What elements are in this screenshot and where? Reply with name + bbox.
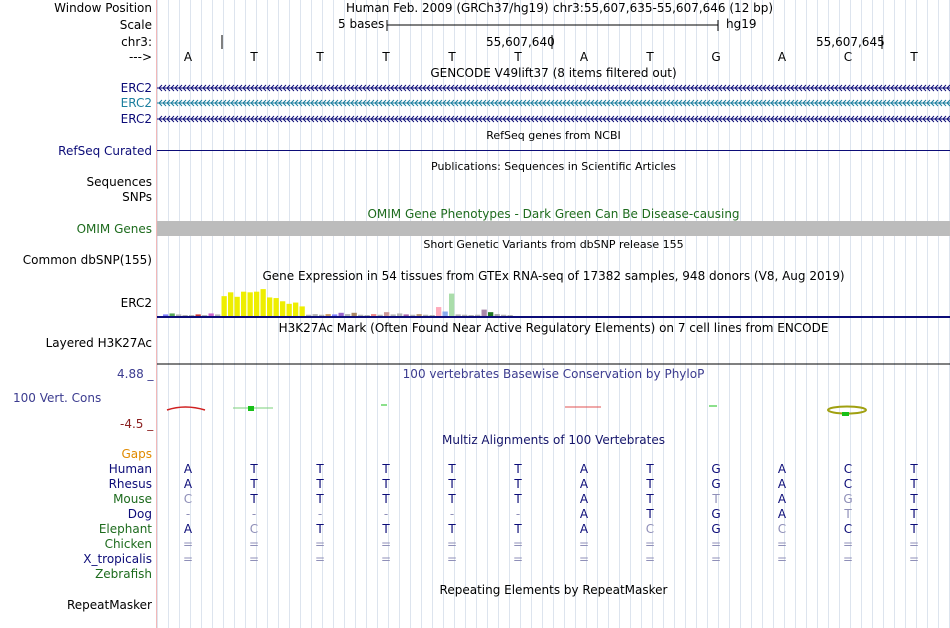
multiz-base: C <box>645 522 655 536</box>
gtex-tissue-bar <box>215 314 220 316</box>
gtex-tissue-bar <box>358 315 363 316</box>
multiz-track-title: Multiz Alignments of 100 Vertebrates <box>441 433 666 447</box>
gtex-tissue-bar <box>469 315 474 316</box>
multiz-base: C <box>777 522 787 536</box>
multiz-base: = <box>182 552 194 566</box>
gtex-tissue-bar <box>267 297 272 316</box>
multiz-base: T <box>382 492 390 506</box>
multiz-base: = <box>644 537 656 551</box>
gencode-gene-label[interactable]: ERC2 <box>120 81 152 95</box>
omim-feature-bar[interactable] <box>157 221 950 236</box>
scale-label: Scale <box>119 18 152 32</box>
multiz-base: = <box>578 537 590 551</box>
multiz-base: T <box>910 507 918 521</box>
multiz-gaps-label: Gaps <box>121 447 152 461</box>
multiz-base: T <box>316 492 324 506</box>
phylop-label[interactable]: 100 Vert. Cons <box>13 391 102 405</box>
gtex-tissue-bar <box>326 314 331 316</box>
gencode-transcript <box>157 116 950 122</box>
multiz-base: T <box>382 477 390 491</box>
multiz-base: C <box>843 477 853 491</box>
multiz-base: A <box>579 477 589 491</box>
multiz-base: A <box>579 492 589 506</box>
gtex-tissue-bar <box>495 314 500 316</box>
multiz-base: T <box>316 477 324 491</box>
phylop-max-label: 4.88 _ <box>117 367 154 381</box>
gtex-tissue-bar <box>443 312 448 316</box>
gencode-transcripts[interactable] <box>157 80 950 126</box>
multiz-base: T <box>514 462 522 476</box>
multiz-base: T <box>382 522 390 536</box>
gtex-tissue-bar <box>475 315 480 316</box>
multiz-base: - <box>185 507 191 521</box>
refseq-label[interactable]: RefSeq Curated <box>58 144 152 158</box>
multiz-base: T <box>250 492 258 506</box>
gtex-tissue-bar <box>209 313 214 316</box>
multiz-base: = <box>710 537 722 551</box>
multiz-base: T <box>910 522 918 536</box>
dbsnp-label[interactable]: Common dbSNP(155) <box>22 253 152 267</box>
refseq-gene-line[interactable] <box>157 144 950 158</box>
multiz-base: = <box>182 537 194 551</box>
multiz-base: T <box>712 492 720 506</box>
dbsnp-track-title: Short Genetic Variants from dbSNP release 155 <box>423 238 684 251</box>
multiz-base: = <box>314 552 326 566</box>
multiz-base: - <box>251 507 257 521</box>
multiz-base: T <box>646 477 654 491</box>
multiz-base: = <box>380 537 392 551</box>
ruler-coordinate: 55,607,645 <box>816 35 885 49</box>
multiz-base: G <box>843 492 853 506</box>
gencode-gene-label[interactable]: ERC2 <box>120 112 152 126</box>
reference-base: C <box>843 50 853 64</box>
gtex-tissue-bar <box>261 289 266 316</box>
gencode-transcript <box>157 100 950 106</box>
gtex-tissue-bar <box>287 304 292 316</box>
gtex-tissue-bar <box>202 315 207 316</box>
gtex-tissue-bar <box>293 303 298 316</box>
gtex-tissue-bar <box>436 307 441 316</box>
reference-base: T <box>448 50 456 64</box>
multiz-base: = <box>842 537 854 551</box>
h3k27ac-label[interactable]: Layered H3K27Ac <box>45 336 152 350</box>
multiz-base: = <box>710 552 722 566</box>
window-position-label: Window Position <box>54 1 152 15</box>
multiz-base: - <box>317 507 323 521</box>
gtex-tissue-bar <box>508 315 513 316</box>
repeatmasker-label[interactable]: RepeatMasker <box>66 598 152 612</box>
gtex-tissue-bar <box>248 292 253 316</box>
multiz-base: G <box>711 507 721 521</box>
assembly-name: Human Feb. 2009 (GRCh37/hg19) <box>346 1 549 15</box>
reference-base: T <box>910 50 918 64</box>
gtex-tissue-bar <box>313 314 318 316</box>
multiz-base: - <box>515 507 521 521</box>
repeatmasker-track-title: Repeating Elements by RepeatMasker <box>439 583 668 597</box>
gtex-tissue-bar <box>176 314 181 316</box>
publications-snps-label[interactable]: SNPs <box>122 190 152 204</box>
reference-base: T <box>514 50 522 64</box>
multiz-base: = <box>380 552 392 566</box>
multiz-base: T <box>316 522 324 536</box>
gtex-tissue-bar <box>306 315 311 316</box>
multiz-base: T <box>646 507 654 521</box>
multiz-base: = <box>908 552 920 566</box>
multiz-base: A <box>777 477 787 491</box>
multiz-species-label[interactable]: Mouse <box>113 492 152 506</box>
gtex-tissue-bar <box>391 314 396 316</box>
publications-track-title: Publications: Sequences in Scientific Articles <box>431 160 676 173</box>
multiz-base: C <box>183 492 193 506</box>
gtex-expression-bars[interactable] <box>157 284 950 318</box>
phylop-min-label: -4.5 _ <box>120 417 154 431</box>
multiz-base: - <box>383 507 389 521</box>
phylop-track-title: 100 vertebrates Basewise Conservation by PhyloP <box>402 367 705 381</box>
gencode-gene-label[interactable]: ERC2 <box>120 96 152 110</box>
multiz-base: = <box>644 552 656 566</box>
gtex-tissue-bar <box>235 297 240 316</box>
gtex-tissue-bar <box>449 294 454 316</box>
phylop-scores[interactable] <box>157 398 950 420</box>
reference-base: A <box>183 50 193 64</box>
multiz-base: A <box>183 522 193 536</box>
reference-base: T <box>382 50 390 64</box>
ruler-coordinate: 55,607,640 <box>486 35 555 49</box>
gtex-tissue-bar <box>482 310 487 316</box>
multiz-base: T <box>250 477 258 491</box>
h3k27ac-track-title: H3K27Ac Mark (Often Found Near Active Regulatory Elements) on 7 cell lines from ENCODE <box>278 321 829 335</box>
gtex-tissue-bar <box>280 301 285 316</box>
multiz-base: G <box>711 522 721 536</box>
chrom-label: chr3: <box>121 35 152 49</box>
refseq-track-title: RefSeq genes from NCBI <box>486 129 621 142</box>
gtex-tissue-bar <box>196 314 201 316</box>
multiz-base: = <box>908 537 920 551</box>
multiz-base: = <box>248 537 260 551</box>
gtex-tissue-bar <box>183 315 188 316</box>
multiz-base: = <box>512 537 524 551</box>
gtex-tissue-bar <box>501 315 506 316</box>
gtex-tissue-bar <box>410 315 415 316</box>
gtex-tissue-bar <box>319 315 324 316</box>
omim-label[interactable]: OMIM Genes <box>76 222 152 236</box>
multiz-base: A <box>183 462 193 476</box>
reference-base: T <box>250 50 258 64</box>
gtex-tissue-bar <box>345 314 350 316</box>
multiz-base: = <box>314 537 326 551</box>
multiz-base: T <box>910 477 918 491</box>
gtex-tissue-bar <box>332 314 337 316</box>
reference-base: A <box>579 50 589 64</box>
multiz-base: A <box>777 462 787 476</box>
gtex-tissue-bar <box>352 313 357 316</box>
strand-label: ---> <box>128 50 152 64</box>
position-readout[interactable]: chr3:55,607,635-55,607,646 (12 bp) <box>553 1 774 15</box>
multiz-species-label[interactable]: Zebrafish <box>95 567 152 581</box>
multiz-base: A <box>579 507 589 521</box>
multiz-base: A <box>579 462 589 476</box>
multiz-base: C <box>843 522 853 536</box>
multiz-species-label[interactable]: Rhesus <box>108 477 152 491</box>
gtex-tissue-bar <box>404 314 409 316</box>
gtex-track-title: Gene Expression in 54 tissues from GTEx RNA-seq of 17382 samples, 948 donors (V8, Aug 2019) <box>262 269 845 283</box>
multiz-base: = <box>446 552 458 566</box>
multiz-species-label[interactable]: X_tropicalis <box>83 552 152 566</box>
multiz-base: T <box>382 462 390 476</box>
gtex-tissue-bar <box>170 313 175 316</box>
reference-base: T <box>316 50 324 64</box>
multiz-base: C <box>843 462 853 476</box>
reference-base: G <box>711 50 721 64</box>
multiz-base: T <box>514 522 522 536</box>
gtex-tissue-bar <box>371 314 376 316</box>
gtex-tissue-bar <box>417 314 422 316</box>
gtex-tissue-bar <box>222 296 227 316</box>
multiz-base: = <box>776 537 788 551</box>
scale-text: 5 bases <box>338 17 385 31</box>
gtex-tissue-bar <box>430 315 435 316</box>
multiz-base: G <box>711 462 721 476</box>
omim-track-title: OMIM Gene Phenotypes - Dark Green Can Be Disease-causing <box>367 207 740 221</box>
multiz-base: T <box>646 492 654 506</box>
multiz-base: = <box>446 537 458 551</box>
gtex-tissue-bar <box>163 314 168 316</box>
multiz-base: T <box>910 492 918 506</box>
gencode-track-title: GENCODE V49lift37 (8 items filtered out) <box>430 66 677 80</box>
multiz-base: T <box>646 462 654 476</box>
multiz-base: A <box>777 492 787 506</box>
multiz-base: T <box>448 522 456 536</box>
gtex-tissue-bar <box>274 298 279 316</box>
gencode-transcript <box>157 85 950 91</box>
reference-base: A <box>777 50 787 64</box>
multiz-base: T <box>910 462 918 476</box>
multiz-base: T <box>514 492 522 506</box>
multiz-base: T <box>316 462 324 476</box>
gtex-tissue-bar <box>456 314 461 316</box>
multiz-base: G <box>711 477 721 491</box>
multiz-base: T <box>844 507 852 521</box>
gtex-tissue-bar <box>228 292 233 316</box>
multiz-base: = <box>248 552 260 566</box>
publications-sequences-label[interactable]: Sequences <box>86 175 152 189</box>
multiz-base: T <box>448 462 456 476</box>
multiz-base: T <box>448 492 456 506</box>
gtex-tissue-bar <box>189 315 194 316</box>
multiz-base: = <box>512 552 524 566</box>
multiz-species-label[interactable]: Chicken <box>104 537 152 551</box>
gtex-tissue-bar <box>365 315 370 316</box>
multiz-base: A <box>777 507 787 521</box>
gtex-tissue-bar <box>378 315 383 316</box>
gtex-tissue-bar <box>339 313 344 316</box>
gtex-tissue-bar <box>300 306 305 316</box>
multiz-base: T <box>250 462 258 476</box>
gtex-tissue-bar <box>462 315 467 316</box>
multiz-base: T <box>448 477 456 491</box>
multiz-species-label[interactable]: Human <box>108 462 152 476</box>
reference-base: T <box>646 50 654 64</box>
multiz-base: - <box>449 507 455 521</box>
scale-bar <box>385 17 720 33</box>
gtex-tissue-bar <box>241 292 246 316</box>
gtex-gene-label[interactable]: ERC2 <box>120 296 152 310</box>
multiz-base: = <box>776 552 788 566</box>
gtex-tissue-bar <box>384 312 389 316</box>
multiz-base: A <box>579 522 589 536</box>
multiz-species-label[interactable]: Elephant <box>98 522 152 536</box>
multiz-base: C <box>249 522 259 536</box>
multiz-base: T <box>514 477 522 491</box>
multiz-base: = <box>842 552 854 566</box>
gtex-tissue-bar <box>488 312 493 316</box>
gtex-tissue-bar <box>423 315 428 316</box>
gtex-tissue-bar <box>254 292 259 316</box>
gtex-tissue-bar <box>397 313 402 316</box>
multiz-species-label[interactable]: Dog <box>127 507 152 521</box>
multiz-base: = <box>578 552 590 566</box>
scale-db: hg19 <box>726 17 757 31</box>
multiz-base: A <box>183 477 193 491</box>
